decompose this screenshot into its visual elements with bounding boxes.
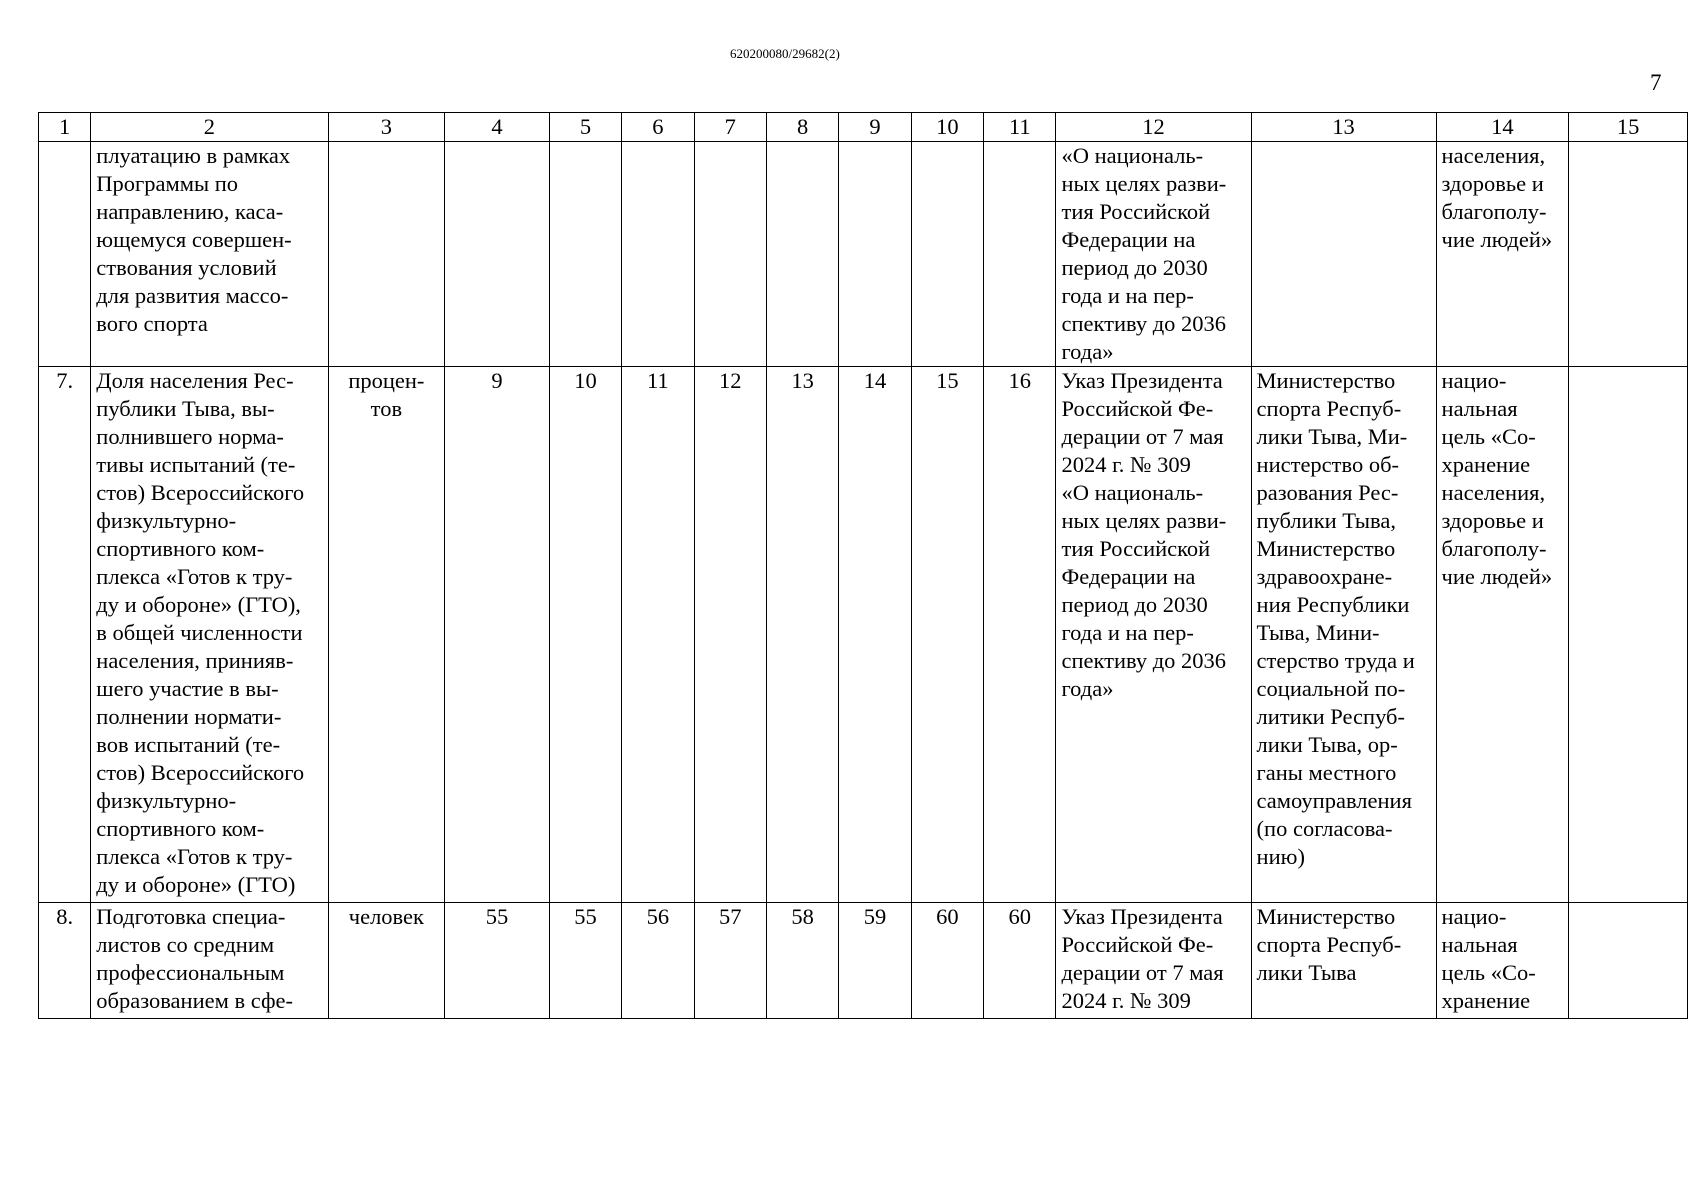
unit-cell [328,142,445,367]
col-header-14: 14 [1436,113,1569,142]
col-header-15: 15 [1569,113,1688,142]
value-cell-col9: 14 [839,367,911,903]
empty-cell-col15 [1569,142,1688,367]
value-cell-col5: 55 [549,903,621,1019]
indicator-name-cell: Доля населения Рес- публики Тыва, вы- полнившего норма- тивы испытаний (те- стов) Всероссийского физкультурно- спортивного ком- плекса «Готов к тру- ду и обороне» (ГТО), в общей численности населения, принияв- шего участие в вы- полнении нормати- вов испытаний (те- стов) Всероссийского физкультурно- спортивного ком- плекса «Готов к тру- ду и обороне» (ГТО) [91,367,328,903]
col-header-13: 13 [1251,113,1436,142]
col-header-9: 9 [839,113,911,142]
value-cell-col10: 15 [911,367,983,903]
col-header-10: 10 [911,113,983,142]
value-cell-col4 [445,142,550,367]
value-cell-col7 [694,142,766,367]
legal-basis-cell: Указ Президента Российской Фе- дерации от 7 мая 2024 г. № 309 «О националь- ных целях разви- тия Российской Федерации на период до 2030 года и на пер- спективу до 2036 года» [1056,367,1251,903]
col-header-5: 5 [549,113,621,142]
national-goal-cell: нацио- нальная цель «Со- хранение [1436,903,1569,1019]
value-cell-col5: 10 [549,367,621,903]
row-number-cell: 8. [39,903,91,1019]
national-goal-cell: нацио- нальная цель «Со- хранение населения, здоровье и благополу- чие людей» [1436,367,1569,903]
column-number-header-row [39,113,1688,142]
row-number-cell [39,142,91,367]
table-row [39,142,1688,367]
row-number-cell: 7. [39,367,91,903]
value-cell-col6: 56 [622,903,694,1019]
value-cell-col4: 55 [445,903,550,1019]
value-cell-col8 [766,142,838,367]
col-header-4: 4 [445,113,550,142]
empty-cell-col15 [1569,903,1688,1019]
page-number: 7 [1650,70,1662,95]
indicator-name-cell: Подготовка специа- листов со средним профессиональным образованием в сфе- [91,903,328,1019]
col-header-3: 3 [328,113,445,142]
responsible-agency-cell: Министерство спорта Респуб- лики Тыва, Ми- нистерство об- разования Рес- публики Тыва, Министерство здравоохране- ния Республики Тыва, Мини- стерство труда и социальной по- литики Респуб- лики Тыва, ор- ганы местного самоуправления (по согласова- нию) [1251,367,1436,903]
indicators-table-wrapper [38,112,1688,1019]
value-cell-col7: 57 [694,903,766,1019]
value-cell-col10 [911,142,983,367]
value-cell-col11: 60 [984,903,1056,1019]
value-cell-col6: 11 [622,367,694,903]
value-cell-col5 [549,142,621,367]
value-cell-col4: 9 [445,367,550,903]
value-cell-col7: 12 [694,367,766,903]
value-cell-col11 [984,142,1056,367]
value-cell-col10: 60 [911,903,983,1019]
unit-cell: процен- тов [328,367,445,903]
legal-basis-cell: «О националь- ных целях разви- тия Российской Федерации на период до 2030 года и на пер- спективу до 2036 года» [1056,142,1251,367]
value-cell-col8: 58 [766,903,838,1019]
responsible-agency-cell: Министерство спорта Респуб- лики Тыва [1251,903,1436,1019]
unit-cell: человек [328,903,445,1019]
col-header-11: 11 [984,113,1056,142]
empty-cell-col15 [1569,367,1688,903]
national-goal-cell: населения, здоровье и благополу- чие людей» [1436,142,1569,367]
indicator-name-cell: плуатацию в рамках Программы по направлению, каса- ющемуся совершен- ствования условий для развития массо- вого спорта [91,142,328,367]
col-header-1: 1 [39,113,91,142]
col-header-12: 12 [1056,113,1251,142]
document-registration-code: 620200080/29682(2) [730,46,840,61]
value-cell-col9: 59 [839,903,911,1019]
legal-basis-cell: Указ Президента Российской Фе- дерации от 7 мая 2024 г. № 309 [1056,903,1251,1019]
indicators-table [38,112,1688,1019]
responsible-agency-cell [1251,142,1436,367]
col-header-6: 6 [622,113,694,142]
value-cell-col9 [839,142,911,367]
value-cell-col8: 13 [766,367,838,903]
col-header-2: 2 [91,113,328,142]
col-header-7: 7 [694,113,766,142]
table-row [39,367,1688,903]
value-cell-col11: 16 [984,367,1056,903]
col-header-8: 8 [766,113,838,142]
value-cell-col6 [622,142,694,367]
table-row [39,903,1688,1019]
